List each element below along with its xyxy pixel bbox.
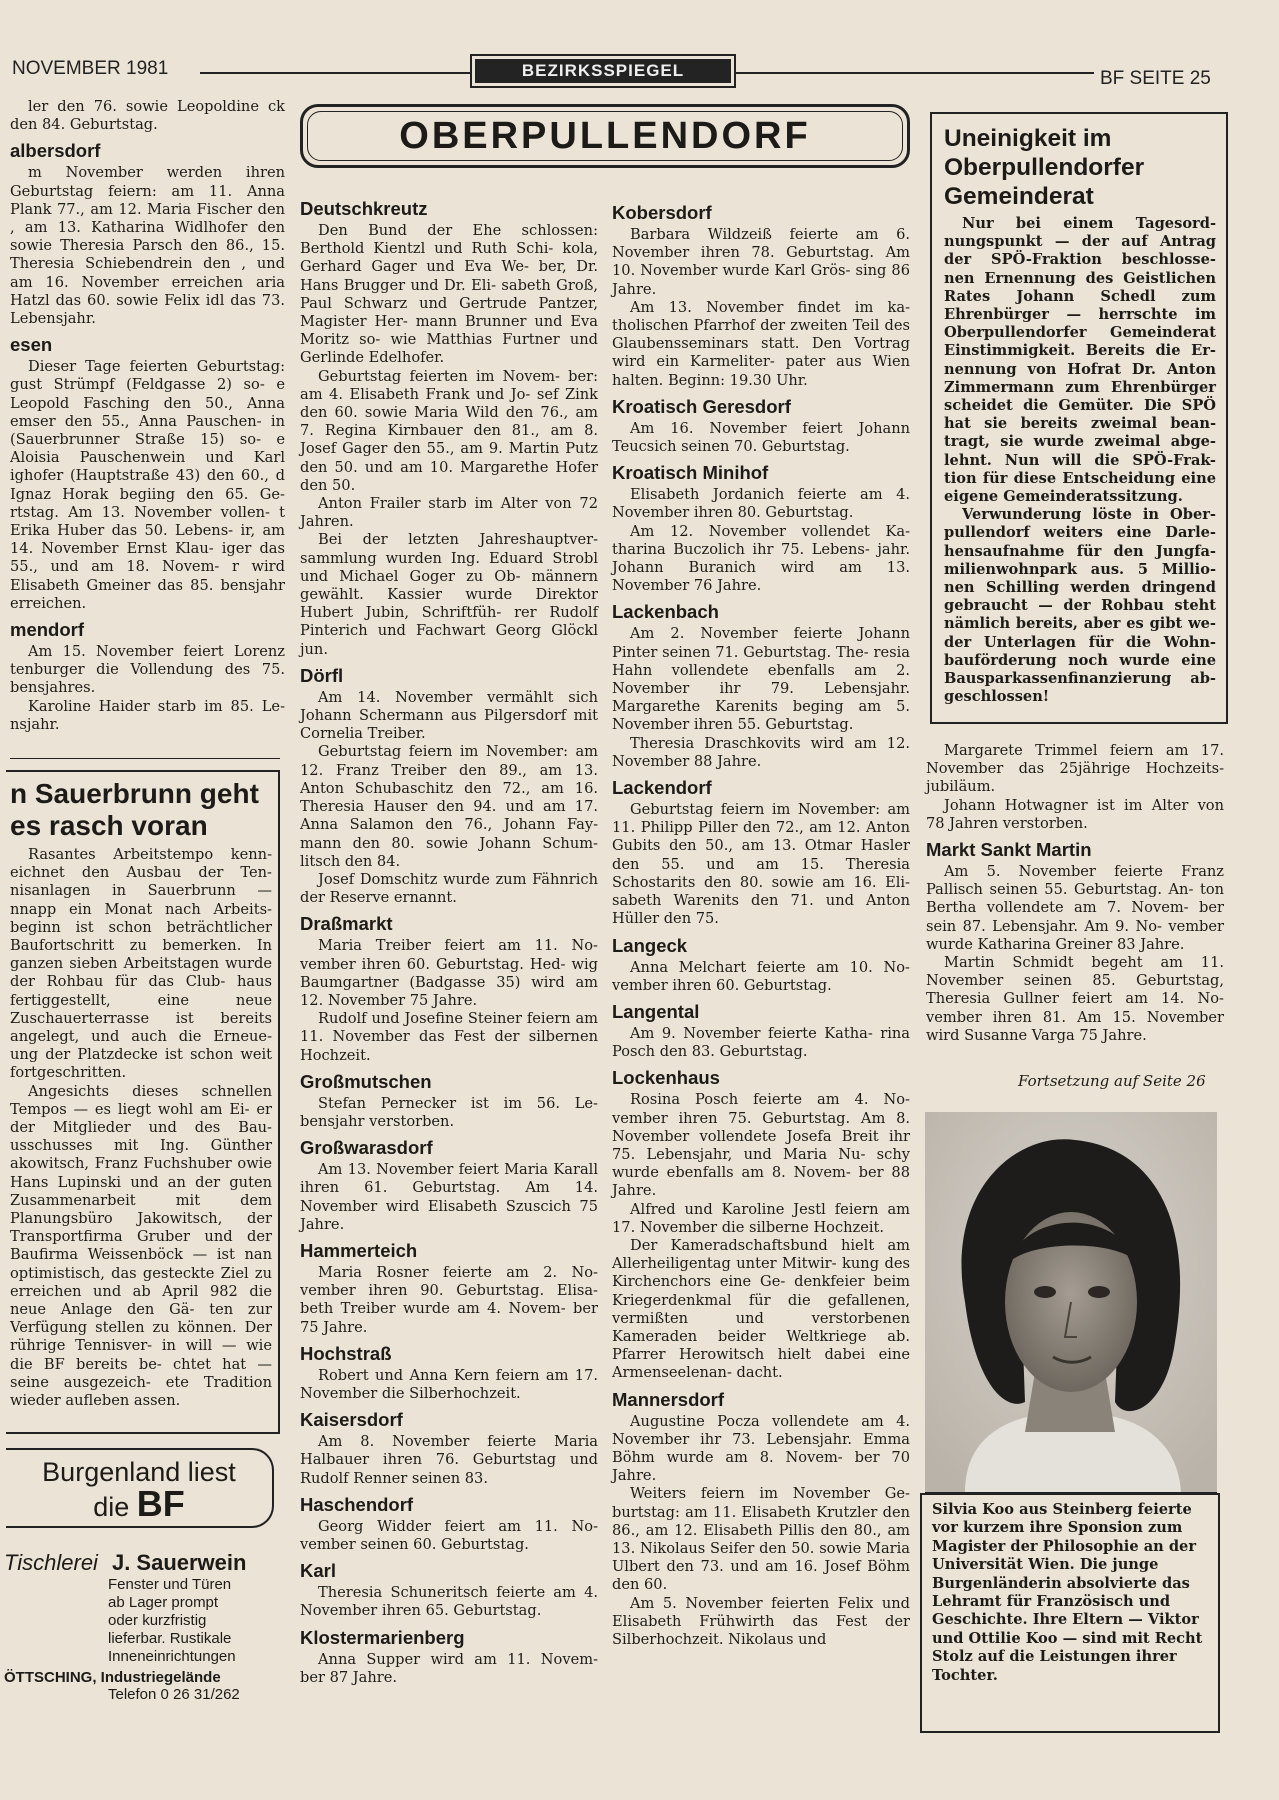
column-4 (926, 742, 1224, 1045)
news-paragraph: Den Bund der Ehe schlossen: Berthold Kientzl und Ruth Schi- kola, Gerhard Gager und Eva We- ber, Dr. Hans Brugger und Dr. Eli- sabeth Groß, Paul Schwarz und Gertrude Pantzer, Magister Her- mann Brunner und Eva Moritz so- wie Matthias Furtner und Gerlinde Edelhofer. (300, 222, 598, 367)
place-heading: esen (10, 334, 53, 356)
news-paragraph: ler den 76. sowie Leopoldine ck den 84. Geburtstag. (10, 98, 285, 134)
place-heading: Hammerteich (300, 1239, 418, 1261)
place-heading: Kroatisch Minihof (612, 462, 769, 484)
gemeinderat-paragraph: Verwunderung löste in Ober- pullendorf weiters eine Darle- hensaufnahme für den Jungfa- milienwohnpark aus. 5 Millio- nen Schilling werden dringend gebraucht — der Rohbau steht nämlich bereits, aber es gibt we- der Unterlagen für die Wohn- bauförderung noch wurde eine Bausparkassenfinanzierung ab- geschlossen! (944, 506, 1216, 706)
sauerbrunn-article (6, 770, 280, 1434)
news-paragraph: Am 5. November feierten Felix und Elisabeth Frühwirth das Fest der Silberhochzeit. Nikolaus und (612, 1594, 910, 1648)
column-2 (300, 192, 598, 1687)
news-paragraph: Am 16. November feiert Johann Teucsich seinen 70. Geburtstag. (612, 419, 910, 456)
place-heading: Karl (300, 1560, 336, 1582)
news-paragraph: Anton Frailer starb im Alter von 72 Jahren. (300, 495, 598, 531)
place-heading: Lackenbach (612, 601, 719, 623)
news-paragraph: Anna Melchart feierte am 10. No- vember ihren 60. Geburtstag. (612, 958, 910, 994)
portrait-photo (925, 1112, 1217, 1494)
gemeinderat-title: Uneinigkeit im Oberpullendorfer Gemeinderat (944, 125, 1145, 210)
news-paragraph: Am 13. November feiert Maria Karall ihren 61. Geburtstag. Am 14. November wird Elisabeth Szuscich 75 Jahre. (300, 1161, 598, 1233)
news-paragraph: Georg Widder feiert am 11. No- vember seinen 60. Geburtstag. (300, 1517, 598, 1553)
page-number: BF SEITE 25 (1100, 68, 1211, 89)
sauerbrunn-title-line2: es rasch voran (10, 810, 208, 841)
news-paragraph: Am 15. November feiert Lorenz tenburger die Vollendung des 75. bensjahres. (10, 643, 285, 697)
news-paragraph: Am 13. November findet im ka- tholischen Pfarrhof der zweiten Teil des Glaubensseminars statt. Den Vortrag wird ein Karmeliter- pater aus Wien halten. Beginn: 19.30 Uhr. (612, 298, 910, 389)
news-paragraph: Geburtstag feiern im November: am 12. Franz Treiber den 89., am 13. Anton Schubaschitz den 72., am 16. Theresia Hauser den 94. und am 17. Anna Salamon den 76., Johann Fay- mann den 80. sowie Johann Schum- litsch den 84. (300, 743, 598, 870)
news-paragraph: Martin Schmidt begeht am 11. November seinen 85. Geburtstag, Theresia Gullner feiert am 14. No- vember ihren 81. Am 15. November wird Susanne Varga 75 Jahre. (926, 954, 1224, 1044)
news-paragraph: Am 8. November feierte Maria Halbauer ihren 76. Geburtstag und Rudolf Renner seinen 83. (300, 1433, 598, 1487)
place-heading: Kroatisch Geresdorf (612, 395, 791, 417)
news-paragraph: Rosina Posch feierte am 4. No- vember ihren 75. Geburtstag. Am 8. November vollendete Josefa Breit ihr 75. Lebensjahr, und Maria Nu- schy wurde ebenfalls am 8. Novem- ber 88 Jahre. (612, 1091, 910, 1200)
column-3 (612, 196, 910, 1649)
news-paragraph: m November werden ihren Geburtstag feiern: am 11. Anna Plank 77., am 12. Maria Fischer den , am 13. Katharina Widlhofer den sowie Theresia Parsch den 86., 15. Theresia Schiebendrein den , und am 16. November erreichen aria Hatzl das 60. sowie Felix idl das 73. Lebensjahr. (10, 164, 285, 328)
place-heading: Klostermarienberg (300, 1626, 465, 1648)
place-heading: Großmutschen (300, 1070, 432, 1092)
news-paragraph: Robert und Anna Kern feiern am 17. November die Silberhochzeit. (300, 1366, 598, 1402)
place-heading: Lockenhaus (612, 1067, 720, 1089)
gemeinderat-article (930, 112, 1228, 724)
place-heading: Lackendorf (612, 777, 712, 799)
tischlerei-phone: Telefon 0 26 31/262 (108, 1686, 240, 1703)
tischlerei-line: lieferbar. Rustikale (108, 1630, 232, 1647)
news-paragraph: Dieser Tage feierten Geburtstag: gust Strümpf (Feldgasse 2) so- e Leopold Fasching den 50., Anna emser den 55., Anna Pauschen- in (Sauerbrunner Straße 15) so- e Aloisia Pauschenwein und Karl ighofer (Hauptstraße 43) den 60., d Ignaz Horak begiing den 65. Ge- rtstag. Am 13. November vollen- t Erika Huber das 50. Lebens- ir, am 14. November Ernst Klau- iger das 55., und am 18. Novem- r wird Elisabeth Gmeiner das 85. bensjahr erreichen. (10, 358, 285, 612)
news-paragraph: Theresia Draschkovits wird am 12. November 88 Jahre. (612, 734, 910, 770)
place-heading: Markt Sankt Martin (926, 839, 1092, 861)
tischlerei-name: J. Sauerwein (111, 1550, 247, 1575)
news-paragraph: Alfred und Karoline Jestl feiern am 17. November die silberne Hochzeit. (612, 1200, 910, 1236)
continued-note: Fortsetzung auf Seite 26 (1018, 1072, 1206, 1090)
bf-promo-line1: Burgenland liest (42, 1457, 236, 1487)
news-paragraph: Rudolf und Josefine Steiner feiern am 11. November das Fest der silbernen Hochzeit. (300, 1010, 598, 1064)
tischlerei-line: Fenster und Türen (108, 1576, 232, 1593)
place-heading: Deutschkreutz (300, 198, 428, 219)
place-heading: Langental (612, 1000, 700, 1022)
header-rule-left (200, 72, 470, 74)
place-heading: Hochstraß (300, 1342, 392, 1364)
tischlerei-ad (4, 1550, 274, 1703)
place-heading: mendorf (10, 619, 84, 641)
news-paragraph: Johann Hotwagner ist im Alter von 78 Jahren verstorben. (926, 796, 1224, 832)
news-paragraph: Josef Domschitz wurde zum Fähnrich der Reserve ernannt. (300, 870, 598, 907)
news-paragraph: Am 5. November feierte Franz Pallisch seinen 55. Geburtstag. An- ton Bertha vollendete am 7. Novem- ber sein 87. Lebensjahr. Am 9. No- vember wurde Katharina Greiner 83 Jahre. (926, 863, 1224, 953)
news-paragraph: Anna Supper wird am 11. Novem- ber 87 Jahre. (300, 1650, 598, 1686)
news-paragraph: Weiters feiern im November Ge- burtstag: am 11. Elisabeth Krutzler den 86., am 12. Elisabeth Pillis den 80., am 13. Nikolaus Seifer den 50. sowie Maria Ulbert den 73. und am 16. Josef Böhm den 60. (612, 1485, 910, 1594)
place-heading: Großwarasdorf (300, 1137, 433, 1159)
news-paragraph: Geburtstag feierten im Novem- ber: am 4. Elisabeth Frank und Jo- sef Zink den 60. sowie Maria Wild den 76., am 7. Regina Kirnbauer den 81., am 8. Josef Gager den 55., am 9. Martin Putz den 50. und am 10. Margarethe Hofer den 50. (300, 367, 598, 494)
news-paragraph: Maria Treiber feiert am 11. No- vember ihren 60. Geburtstag. Hed- wig Baumgartner (Badgasse 35) wird am 12. November 75 Jahre. (300, 937, 598, 1009)
sauerbrunn-title-line1: n Sauerbrunn geht (10, 778, 259, 809)
issue-date: NOVEMBER 1981 (12, 58, 169, 79)
bf-logo: BF (136, 1483, 185, 1524)
news-paragraph: Der Kameradschaftsbund hielt am Allerheiligentag unter Mitwir- kung des Kirchenchors eine Ge- denkfeier beim Kriegerdenkmal für die gefallenen, vermißten und verstorbenen Kameraden beider Weltkriege ab. Pfarrer Herowitsch hielt dabei eine Armenseelenan- dacht. (612, 1236, 910, 1382)
news-paragraph: Theresia Schuneritsch feierte am 4. November ihren 65. Geburtstag. (300, 1584, 598, 1620)
bf-promo-ad (6, 1448, 274, 1528)
place-heading: albersdorf (10, 140, 101, 162)
news-paragraph: Stefan Pernecker ist im 56. Le- bensjahr verstorben. (300, 1094, 598, 1130)
place-heading: Draßmarkt (300, 913, 393, 935)
tischlerei-line: oder kurzfristig (108, 1612, 207, 1629)
place-heading: Dörfl (300, 664, 344, 686)
place-heading: Kaisersdorf (300, 1409, 403, 1431)
tischlerei-line: Inneneinrichtungen (108, 1648, 236, 1665)
section-name: BEZIRKSSPIEGEL (475, 59, 731, 83)
gemeinderat-body (944, 215, 1216, 706)
sauerbrunn-body (10, 846, 272, 1410)
place-heading: Kobersdorf (612, 202, 712, 223)
bf-promo-die: die (93, 1492, 130, 1522)
news-paragraph: Elisabeth Jordanich feierte am 4. November ihren 80. Geburtstag. (612, 486, 910, 522)
column-left-divider (10, 758, 280, 759)
sauerbrunn-paragraph: Rasantes Arbeitstempo kenn- eichnet den Ausbau der Ten- nisanlagen in Sauerbrunn — nnapp ein Monat nach Arbeits- beginn ist schon beträchtlicher Baufortschritt zu bemerken. In ganzen sieben Arbeitstagen wurde der Rohbau für das Club- haus fertiggestellt, eine neue Zuschauerterrasse ist bereits angelegt, und auch die Erneue- ung der Platzdecke ist schon weit fortgeschritten. (10, 846, 272, 1082)
news-paragraph: Am 14. November vermählt sich Johann Schermann aus Pilgersdorf mit Cornelia Treiber. (300, 688, 598, 743)
place-heading: Haschendorf (300, 1493, 414, 1515)
tischlerei-details (108, 1576, 274, 1666)
region-title: OBERPULLENDORF (399, 114, 811, 157)
photo-caption: Silvia Koo aus Steinberg feierte vor kurzem ihre Sponsion zum Magister der Philosophie an der Universität Wien. Die junge Burgenländerin absolvierte das Lehramt für Französisch und Geschichte. Ihre Eltern — Viktor und Ottilie Koo — sind mit Recht Stolz auf die Leistungen ihrer Tochter. (920, 1493, 1220, 1733)
news-paragraph: Am 9. November feierte Katha- rina Posch den 83. Geburtstag. (612, 1024, 910, 1061)
bf-promo-line2 (6, 1483, 272, 1524)
gemeinderat-paragraph: Nur bei einem Tagesord- nungspunkt — der auf Antrag der SPÖ-Fraktion beschlosse- nen Ernennung des Geistlichen Rates Johann Schedl zum Ehrenbürger — herrschte im Oberpullendorfer Gemeinderat Einstimmigkeit. Bereits die Er- nennung von Hofrat Dr. Anton Zimmermann zum Ehrenbürger scheidet die Gemüter. Die SPÖ hat sie bereits zweimal bean- tragt, sie wurde zweimal abge- lehnt. Nun will die SPÖ-Frak- tion für diese Entscheidung eine eigene Gemeinderatssitzung. (944, 215, 1216, 506)
column-left-top (10, 98, 285, 734)
news-paragraph: Am 2. November feierte Johann Pinter seinen 71. Geburtstag. The- resia Hahn vollendete ebenfalls am 2. November ihr 79. Lebensjahr. Margarethe Karenits beging am 5. November ihren 55. Geburtstag. (612, 625, 910, 734)
news-paragraph: Margarete Trimmel feiern am 17. November das 25jährige Hochzeits- jubiläum. (926, 742, 1224, 796)
news-paragraph: Geburtstag feiern im November: am 11. Philipp Piller den 72., am 12. Anton Gubits den 50., am 13. Otmar Hasler den 55. und am 15. Theresia Schostarits den 80. sowie am 16. Eli- sabeth Warenits den 71. und Anton Hüller den 75. (612, 801, 910, 928)
tischlerei-label: Tischlerei (4, 1550, 98, 1575)
portrait-illustration (925, 1112, 1217, 1492)
section-kicker (470, 54, 736, 88)
news-paragraph: Barbara Wildzeiß feierte am 6. November ihren 78. Geburtstag. Am 10. November wurde Karl Grös- sing 86 Jahre. (612, 226, 910, 298)
sauerbrunn-paragraph: Angesichts dieses schnellen Tempos — es liegt wohl am Ei- er der Mitglieder und des Bau- usschusses mit Ing. Günther akowitsch, Franz Fuchshuber owie Hans Lupinski und an der guten Zusammenarbeit mit dem Planungsbüro Jakowitsch, der Transportfirma Gruber und der Baufirma Weissenböck — ist nan optimistisch, das gesteckte Ziel zu erreichen und ab April 982 die neue Anlage den Gä- ten zur Verfügung stellen zu können. Der rührige Tennisver- in will — wie die BF bereits be- chtet hat — seine ausgezeich- ete Tradition wieder aufleben assen. (10, 1082, 272, 1410)
news-paragraph: Karoline Haider starb im 85. Le- nsjahr. (10, 697, 285, 733)
place-heading: Mannersdorf (612, 1388, 725, 1410)
place-heading: Langeck (612, 934, 688, 956)
news-paragraph: Am 12. November vollendet Ka- tharina Buczolich ihr 75. Lebens- jahr. Johann Buranich wird am 13. November 76 Jahre. (612, 522, 910, 595)
tischlerei-place: ÖTTSCHING, Industriegelände (4, 1669, 221, 1686)
news-paragraph: Maria Rosner feierte am 2. No- vember ihren 90. Geburtstag. Elisa- beth Treiber wurde am 4. Novem- ber 75 Jahre. (300, 1263, 598, 1336)
region-masthead (300, 104, 910, 168)
tischlerei-line: ab Lager prompt (108, 1594, 219, 1611)
news-paragraph: Augustine Pocza vollendete am 4. November ihr 73. Lebensjahr. Emma Böhm wurde am 8. Novem- ber 70 Jahre. (612, 1412, 910, 1485)
news-paragraph: Bei der letzten Jahreshauptver- sammlung wurden Ing. Eduard Strobl und Michael Goger zu Ob- männern gewählt. Kassier wurde Direktor Hubert Jubin, Schriftfüh- rer Rudolf Pinterich und Fachwart Georg Glöckl jun. (300, 531, 598, 658)
header-rule-right (736, 72, 1094, 74)
